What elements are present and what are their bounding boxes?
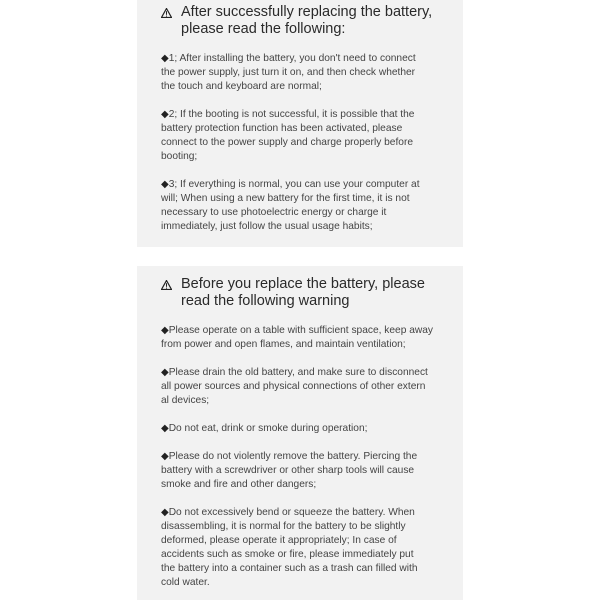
instruction-item <box>161 178 453 234</box>
diamond-bullet: ◆ <box>161 325 169 336</box>
instruction-text: 1; After installing the battery, you don't need to connect the power supply, just turn it on, and then check whether the touch and keyboard are normal; <box>161 53 416 92</box>
warning-text: Please do not violently remove the battery. Piercing the battery with a screwdriver or other sharp tools will cause smoke and fire and other dangers; <box>161 451 418 490</box>
instruction-text: 2; If the booting is not successful, it is possible that the battery protection function has been activated, please connect to the power supply and charge properly before booting; <box>161 109 415 162</box>
instruction-item <box>161 108 453 164</box>
warning-item <box>161 450 453 492</box>
instruction-text: 3; If everything is normal, you can use your computer at will; When using a new battery for the first time, it is not necessary to use photoelectric energy or charge it immediately, just follow the usual usage habits; <box>161 179 420 232</box>
before-replacement-panel <box>137 266 463 600</box>
diamond-bullet: ◆ <box>161 53 169 64</box>
after-replacement-panel <box>137 0 463 247</box>
diamond-bullet: ◆ <box>161 109 169 120</box>
warning-item <box>161 366 453 408</box>
before-replacement-heading <box>161 276 453 310</box>
section-title: After successfully replacing the battery, please read the following: <box>181 4 433 37</box>
warning-triangle-icon <box>161 280 172 290</box>
after-replacement-heading <box>161 4 453 38</box>
warning-item <box>161 422 453 436</box>
diamond-bullet: ◆ <box>161 423 169 434</box>
warning-triangle-icon <box>161 8 172 18</box>
instruction-item <box>161 52 453 94</box>
diamond-bullet: ◆ <box>161 179 169 190</box>
warning-item <box>161 324 453 352</box>
section-title: Before you replace the battery, please read the following warning <box>181 276 425 309</box>
warning-text: Do not excessively bend or squeeze the battery. When disassembling, it is normal for the battery to be slightly deformed, please operate it appropriately; In case of accidents such as smoke or fire, please immediately put the battery into a container such as a trash can filled with cold water. <box>161 507 418 588</box>
diamond-bullet: ◆ <box>161 507 169 518</box>
diamond-bullet: ◆ <box>161 451 169 462</box>
diamond-bullet: ◆ <box>161 367 169 378</box>
warning-item <box>161 506 453 590</box>
warning-text: Please operate on a table with sufficient space, keep away from power and open flames, and maintain ventilation; <box>161 325 433 350</box>
warning-text: Do not eat, drink or smoke during operation; <box>168 423 368 434</box>
warning-text: Please drain the old battery, and make sure to disconnect all power sources and physical connections of other extern al devices; <box>161 367 428 406</box>
